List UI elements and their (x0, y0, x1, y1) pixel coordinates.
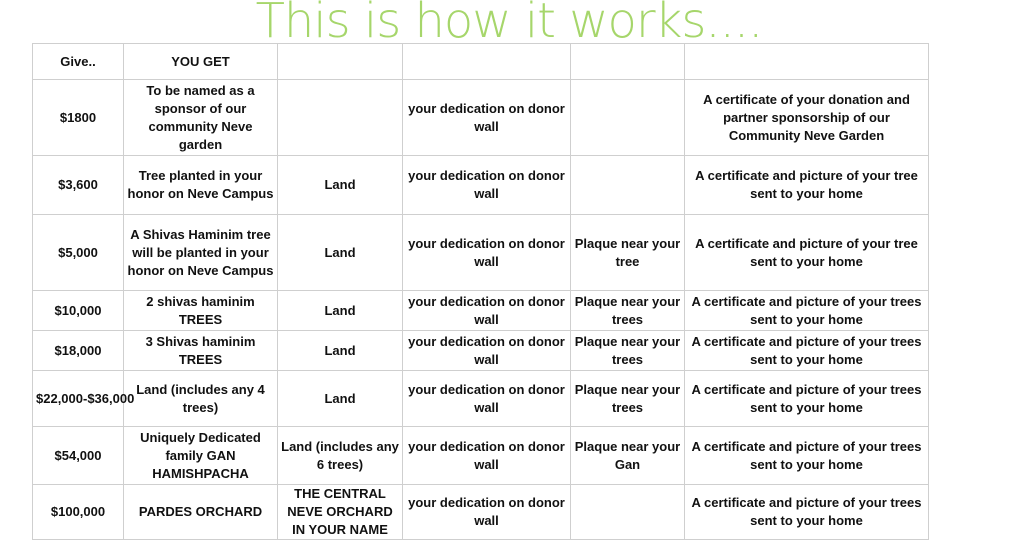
benefit-cell: PARDES ORCHARD (124, 485, 278, 540)
land-cell (278, 80, 403, 156)
table-row (33, 427, 929, 485)
certificate-cell: A certificate of your donation and partner sponsorship of our Community Neve Garden (685, 80, 929, 156)
empty-header-cell (571, 44, 685, 80)
amount-cell: $22,000-$36,000 (33, 371, 124, 427)
certificate-cell: A certificate and picture of your tree sent to your home (685, 156, 929, 215)
table-row (33, 80, 929, 156)
land-cell: Land (278, 371, 403, 427)
dedication-cell: your dedication on donor wall (403, 215, 571, 291)
certificate-cell: A certificate and picture of your trees sent to your home (685, 291, 929, 331)
dedication-cell: your dedication on donor wall (403, 156, 571, 215)
dedication-cell: your dedication on donor wall (403, 485, 571, 540)
plaque-cell: Plaque near your trees (571, 371, 685, 427)
dedication-cell: your dedication on donor wall (403, 291, 571, 331)
table-row (33, 156, 929, 215)
land-cell: Land (278, 156, 403, 215)
certificate-cell: A certificate and picture of your trees sent to your home (685, 371, 929, 427)
benefit-cell: 2 shivas haminim TREES (124, 291, 278, 331)
benefit-cell: To be named as a sponsor of our community Neve garden (124, 80, 278, 156)
dedication-cell: your dedication on donor wall (403, 371, 571, 427)
plaque-cell (571, 485, 685, 540)
land-cell: Land (includes any 6 trees) (278, 427, 403, 485)
benefit-cell: Uniquely Dedicated family GAN HAMISHPACHA (124, 427, 278, 485)
empty-header-cell (278, 44, 403, 80)
plaque-cell: Plaque near your trees (571, 291, 685, 331)
benefit-cell: 3 Shivas haminim TREES (124, 331, 278, 371)
benefit-cell: Tree planted in your honor on Neve Campus (124, 156, 278, 215)
page-title: This is how it works.... (255, 0, 763, 49)
empty-header-cell (685, 44, 929, 80)
dedication-cell: your dedication on donor wall (403, 331, 571, 371)
plaque-cell: Plaque near your trees (571, 331, 685, 371)
dedication-cell: your dedication on donor wall (403, 427, 571, 485)
land-cell: Land (278, 215, 403, 291)
plaque-cell (571, 80, 685, 156)
amount-cell: $5,000 (33, 215, 124, 291)
empty-header-cell (403, 44, 571, 80)
amount-cell: $100,000 (33, 485, 124, 540)
benefit-cell: Land (includes any 4 trees) (124, 371, 278, 427)
table-header-row (33, 44, 929, 80)
land-cell: Land (278, 331, 403, 371)
table-row (33, 215, 929, 291)
certificate-cell: A certificate and picture of your trees sent to your home (685, 485, 929, 540)
plaque-cell: Plaque near your Gan (571, 427, 685, 485)
you-get-header: YOU GET (124, 44, 278, 80)
amount-cell: $1800 (33, 80, 124, 156)
table-row (33, 485, 929, 540)
table-row (33, 291, 929, 331)
amount-cell: $10,000 (33, 291, 124, 331)
donation-levels-table (32, 43, 929, 540)
amount-cell: $3,600 (33, 156, 124, 215)
table-row (33, 371, 929, 427)
certificate-cell: A certificate and picture of your trees sent to your home (685, 427, 929, 485)
dedication-cell: your dedication on donor wall (403, 80, 571, 156)
plaque-cell (571, 156, 685, 215)
benefit-cell: A Shivas Haminim tree will be planted in your honor on Neve Campus (124, 215, 278, 291)
table-row (33, 331, 929, 371)
certificate-cell: A certificate and picture of your tree sent to your home (685, 215, 929, 291)
amount-cell: $54,000 (33, 427, 124, 485)
land-cell: Land (278, 291, 403, 331)
give-header: Give.. (33, 44, 124, 80)
certificate-cell: A certificate and picture of your trees sent to your home (685, 331, 929, 371)
land-cell: THE CENTRAL NEVE ORCHARD IN YOUR NAME (278, 485, 403, 540)
amount-cell: $18,000 (33, 331, 124, 371)
plaque-cell: Plaque near your tree (571, 215, 685, 291)
